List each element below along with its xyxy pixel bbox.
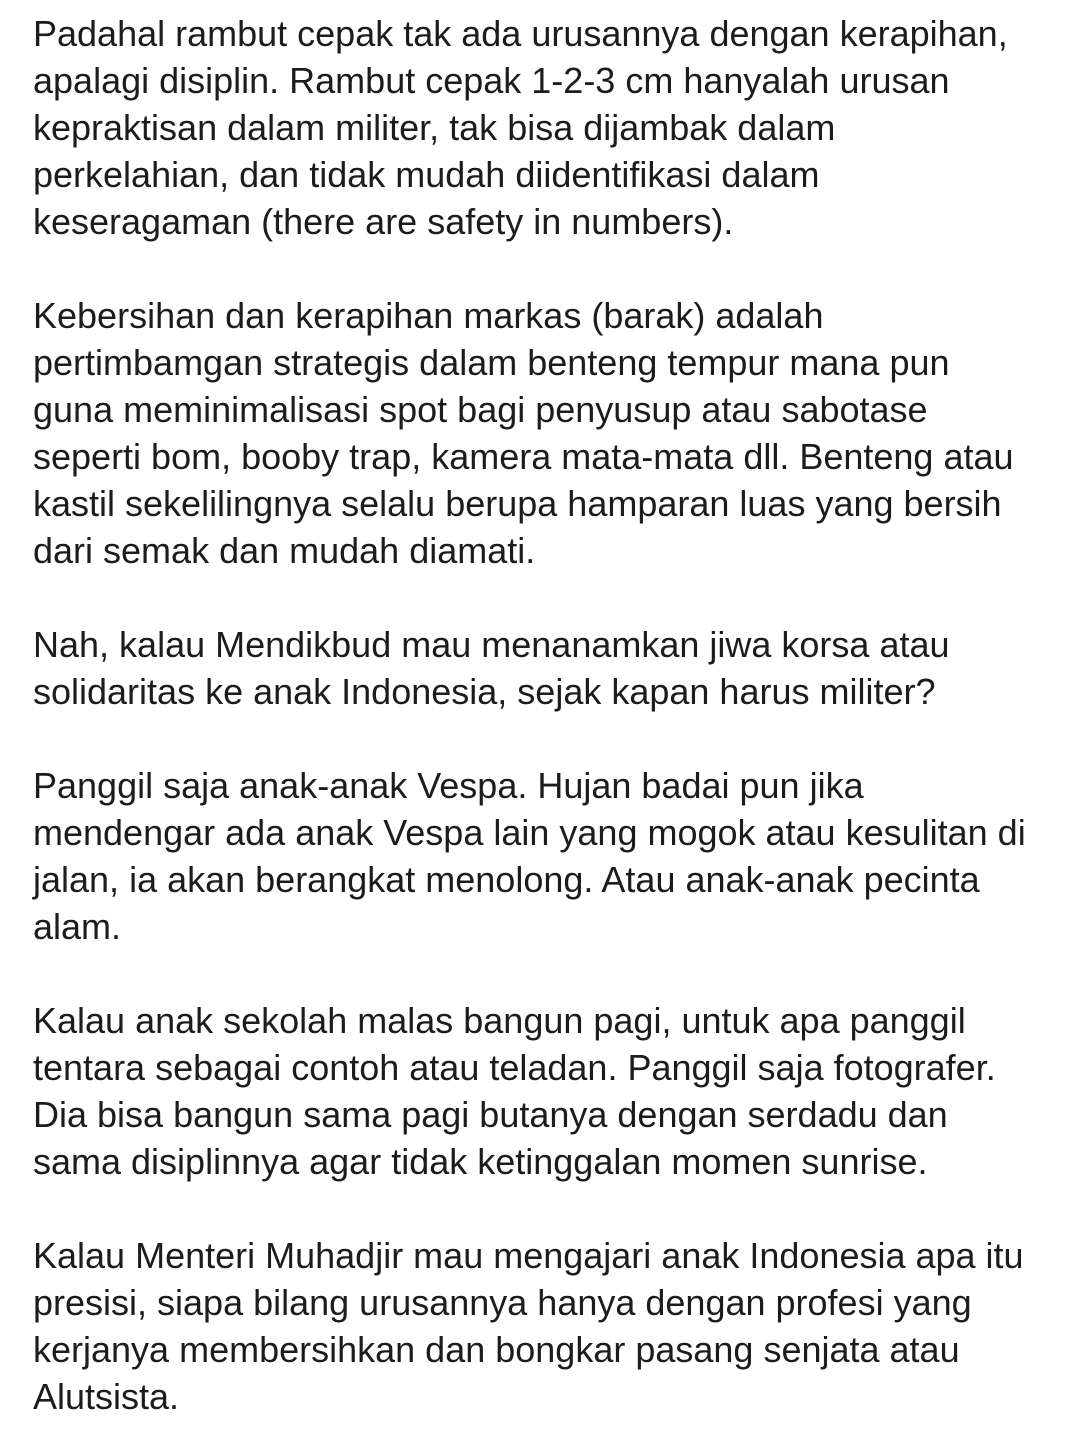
text-line: Padahal rambut cepak tak ada urusannya dengan kerapihan,: [33, 13, 1008, 54]
paragraph-6: [33, 1232, 1058, 1420]
text-line: dari semak dan mudah diamati.: [33, 530, 536, 571]
text-line: mendengar ada anak Vespa lain yang mogok atau kesulitan di: [33, 812, 1026, 853]
text-line: jalan, ia akan berangkat menolong. Atau anak-anak pecinta: [33, 859, 980, 900]
paragraph-1: [33, 10, 1058, 245]
text-line: apalagi disiplin. Rambut cepak 1-2-3 cm hanyalah urusan: [33, 60, 950, 101]
text-line: kastil sekelilingnya selalu berupa hamparan luas yang bersih: [33, 483, 1002, 524]
text-line: Panggil saja anak-anak Vespa. Hujan badai pun jika: [33, 765, 864, 806]
text-line: perkelahian, dan tidak mudah diidentifikasi dalam: [33, 154, 820, 195]
text-line: tentara sebagai contoh atau teladan. Panggil saja fotografer.: [33, 1047, 996, 1088]
text-line: Alutsista.: [33, 1376, 180, 1417]
text-line: seperti bom, booby trap, kamera mata-mata dll. Benteng atau: [33, 436, 1014, 477]
paragraph-2: [33, 292, 1058, 574]
paragraph-5: [33, 997, 1058, 1185]
text-line: guna meminimalisasi spot bagi penyusup atau sabotase: [33, 389, 928, 430]
paragraph-4: [33, 762, 1058, 950]
text-line: Nah, kalau Mendikbud mau menanamkan jiwa korsa atau: [33, 624, 950, 665]
paragraph-3: [33, 621, 1058, 715]
text-line: presisi, siapa bilang urusannya hanya dengan profesi yang: [33, 1282, 972, 1323]
text-line: Kalau anak sekolah malas bangun pagi, untuk apa panggil: [33, 1000, 966, 1041]
text-line: pertimbamgan strategis dalam benteng tempur mana pun: [33, 342, 950, 383]
text-line: alam.: [33, 906, 122, 947]
text-line: Dia bisa bangun sama pagi butanya dengan serdadu dan: [33, 1094, 948, 1135]
text-line: solidaritas ke anak Indonesia, sejak kapan harus militer?: [33, 671, 936, 712]
text-line: Kebersihan dan kerapihan markas (barak) adalah: [33, 295, 824, 336]
text-line: keseragaman (there are safety in numbers).: [33, 201, 734, 242]
text-line: kepraktisan dalam militer, tak bisa dijambak dalam: [33, 107, 836, 148]
text-line: sama disiplinnya agar tidak ketinggalan momen sunrise.: [33, 1141, 928, 1182]
text-line: kerjanya membersihkan dan bongkar pasang senjata atau: [33, 1329, 960, 1370]
text-line: Kalau Menteri Muhadjir mau mengajari anak Indonesia apa itu: [33, 1235, 1024, 1276]
article-body: [33, 10, 1058, 1420]
